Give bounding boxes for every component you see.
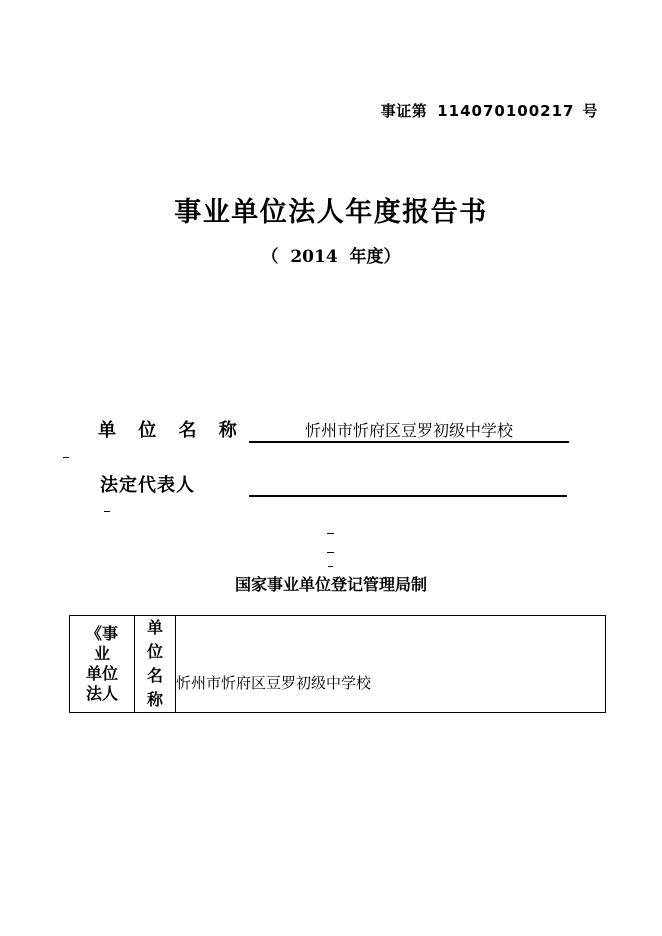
cert-number-value: 114070100217 bbox=[437, 102, 575, 120]
cert-prefix: 事证第 bbox=[380, 102, 428, 120]
legal-rep-label: 法定代表人 bbox=[100, 475, 195, 496]
stray-mark bbox=[327, 552, 334, 553]
table-header-unit-name bbox=[135, 616, 176, 713]
stray-mark bbox=[63, 457, 69, 458]
unit-name-underline bbox=[249, 441, 569, 443]
legal-rep-underline bbox=[249, 495, 567, 497]
unit-name-label: 单 位 名 称 bbox=[98, 420, 245, 441]
issuing-authority: 国家事业单位登记管理局制 bbox=[234, 575, 427, 594]
certificate-number bbox=[381, 100, 598, 121]
unit-name-header-text: 单 位 名 称 bbox=[146, 618, 163, 709]
stray-mark bbox=[328, 566, 333, 567]
report-title: 事业单位法人年度报告书 bbox=[174, 197, 488, 228]
stray-mark bbox=[327, 533, 334, 534]
table-header-category bbox=[70, 616, 135, 713]
table-unit-name-cell bbox=[176, 616, 606, 713]
cert-suffix: 号 bbox=[582, 102, 598, 120]
unit-info-table bbox=[69, 615, 606, 713]
table-unit-name-value: 忻州市忻府区豆罗初级中学校 bbox=[176, 673, 372, 692]
table-row bbox=[70, 616, 606, 713]
stray-mark bbox=[104, 511, 110, 512]
category-text: 《事 业 单位 法人 bbox=[85, 624, 118, 703]
unit-name-value: 忻州市忻府区豆罗初级中学校 bbox=[304, 421, 513, 440]
report-year: （ 2014 年度） bbox=[261, 247, 401, 267]
